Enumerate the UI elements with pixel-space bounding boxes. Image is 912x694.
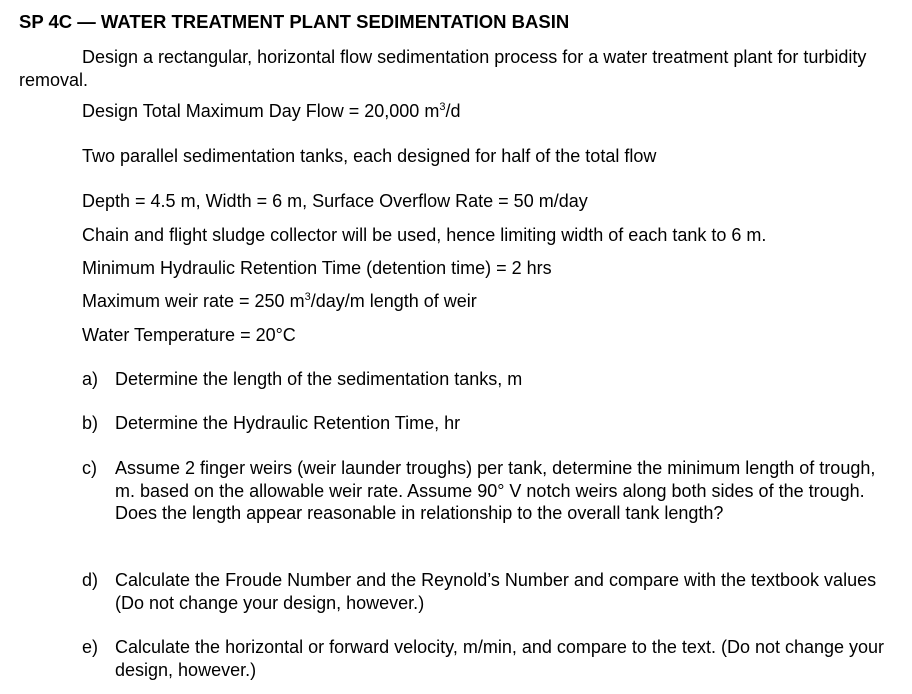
question-text: Assume 2 finger weirs (weir launder troughs) per tank, determine the minimum length of trough, m. based on the allowable weir rate. Assume 90° V notch weirs along both sides of the trough. Does the length appear reasonable in relationship to the overall tank length?	[115, 458, 876, 523]
question-text: Calculate the horizontal or forward velocity, m/min, and compare to the text. (Do not change your design, however.)	[115, 637, 885, 680]
intro-paragraph: Design a rectangular, horizontal flow sedimentation process for a water treatment plant for turbidity removal.	[19, 47, 867, 90]
question-text: Determine the Hydraulic Retention Time, hr	[115, 413, 461, 433]
spec-collector: Chain and flight sludge collector will be used, hence limiting width of each tank to 6 m.	[82, 225, 767, 245]
spec-tanks: Two parallel sedimentation tanks, each designed for half of the total flow	[82, 146, 657, 166]
spec-retention: Minimum Hydraulic Retention Time (detention time) = 2 hrs	[82, 258, 552, 278]
spec-dimensions: Depth = 4.5 m, Width = 6 m, Surface Overflow Rate = 50 m/day	[82, 191, 588, 211]
spec-weir-suffix: /day/m length of weir	[310, 291, 477, 311]
spec-temperature: Water Temperature = 20°C	[82, 325, 296, 345]
question-letter: e)	[82, 637, 99, 657]
spec-flow	[82, 101, 460, 122]
question-text: Determine the length of the sedimentation tanks, m	[115, 369, 523, 389]
spec-flow-exponent: 3	[439, 101, 446, 113]
question-letter: c)	[82, 458, 97, 478]
spec-weir-exponent: 3	[304, 291, 311, 303]
question-letter: a)	[82, 369, 99, 389]
spec-weir-rate	[82, 291, 477, 312]
question-b	[82, 412, 897, 435]
spec-weir-prefix: Maximum weir rate = 250 m	[82, 291, 305, 311]
question-letter: b)	[82, 413, 99, 433]
spec-flow-suffix: /d	[445, 101, 461, 121]
question-d	[82, 569, 897, 614]
spec-flow-prefix: Design Total Maximum Day Flow = 20,000 m	[82, 101, 440, 121]
question-a	[82, 368, 897, 391]
question-c	[82, 457, 897, 525]
question-e	[82, 636, 897, 681]
question-letter: d)	[82, 570, 99, 590]
question-text: Calculate the Froude Number and the Reynold’s Number and compare with the textbook values (Do not change your design, however.)	[115, 570, 877, 613]
page-title: SP 4C — WATER TREATMENT PLANT SEDIMENTATION BASIN	[19, 11, 570, 32]
